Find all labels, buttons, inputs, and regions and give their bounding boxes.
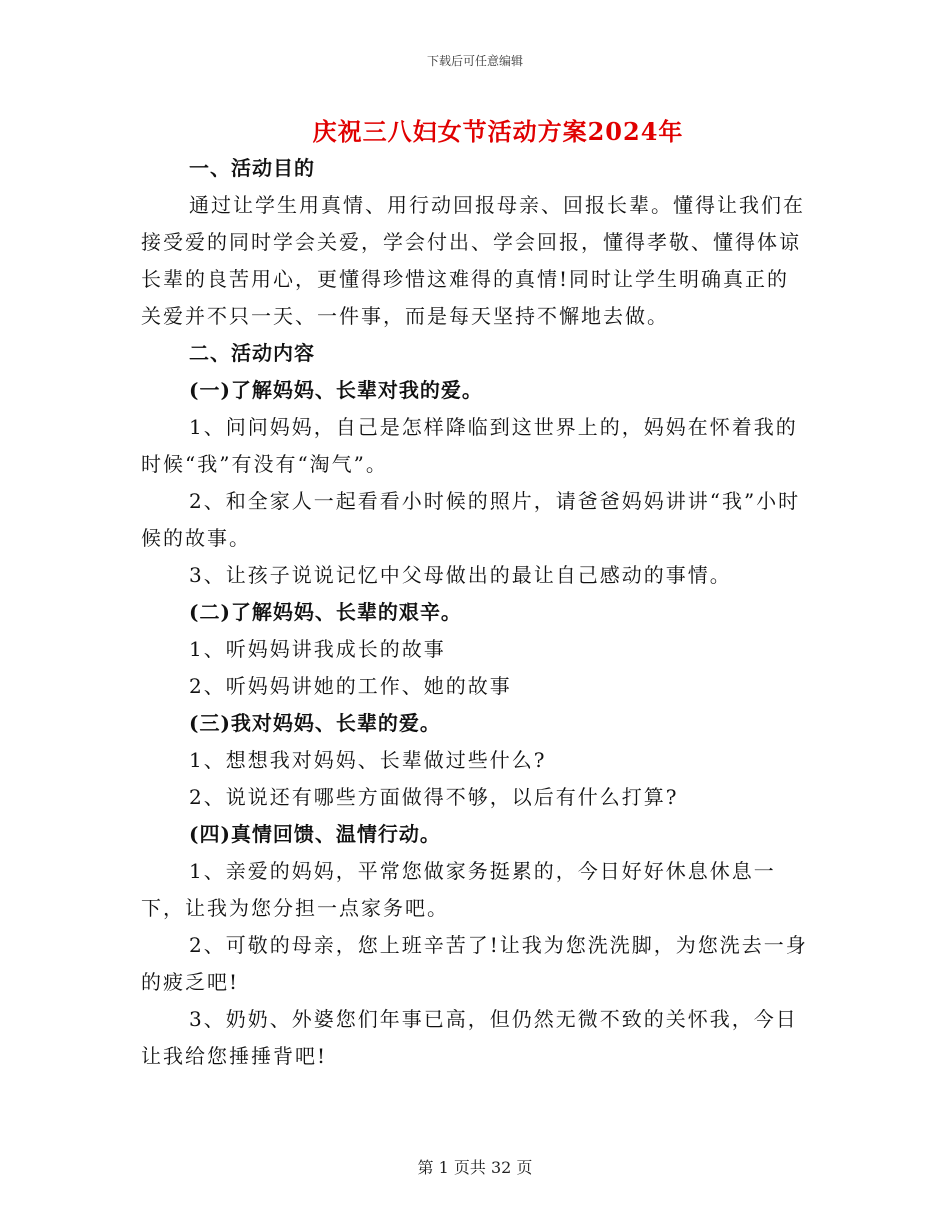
list-item: 2、和全家人一起看看小时候的照片，请爸爸妈妈讲讲“我”小时候的故事。 xyxy=(141,489,801,550)
document-body xyxy=(141,150,809,1075)
list-item: 1、亲爱的妈妈，平常您做家务挺累的，今日好好休息休息一下，让我为您分担一点家务吧。 xyxy=(141,859,776,920)
list-item: 1、听妈妈讲我成长的故事 xyxy=(189,637,446,661)
subsection-heading: (一)了解妈妈、长辈对我的爱。 xyxy=(189,378,483,402)
list-item: 2、可敬的母亲，您上班辛苦了!让我为您洗洗脚，为您洗去一身的疲乏吧! xyxy=(141,933,808,994)
page-footer: 第 1 页共 32 页 xyxy=(417,1158,533,1177)
document-title: 庆祝三八妇女节活动方案2024年 xyxy=(312,117,684,146)
subsection-heading: (四)真情回馈、温情行动。 xyxy=(189,822,441,846)
body-paragraph: 通过让学生用真情、用行动回报母亲、回报长辈。懂得让我们在接受爱的同时学会关爱，学会付出、学会回报，懂得孝敬、懂得体谅长辈的良苦用心，更懂得珍惜这难得的真情!同时让学生明确真正的关爱并不只一天、一件事，而是每天坚持不懈地去做。 xyxy=(141,193,805,328)
list-item: 1、想想我对妈妈、长辈做过些什么? xyxy=(189,748,547,772)
list-item: 2、说说还有哪些方面做得不够，以后有什么打算? xyxy=(189,785,679,809)
header-note: 下载后可任意编辑 xyxy=(426,54,523,68)
list-item: 1、问问妈妈，自己是怎样降临到这世界上的，妈妈在怀着我的时候“我”有没有“淘气”。 xyxy=(141,415,798,476)
section-heading: 二、活动内容 xyxy=(189,341,315,365)
section-heading: 一、活动目的 xyxy=(189,156,315,180)
list-item: 2、听妈妈讲她的工作、她的故事 xyxy=(189,674,512,698)
subsection-heading: (二)了解妈妈、长辈的艰辛。 xyxy=(189,600,462,624)
list-item: 3、奶奶、外婆您们年事已高，但仍然无微不致的关怀我，今日让我给您捶捶背吧! xyxy=(141,1007,798,1068)
list-item: 3、让孩子说说记忆中父母做出的最让自己感动的事情。 xyxy=(189,563,732,587)
subsection-heading: (三)我对妈妈、长辈的爱。 xyxy=(189,711,441,735)
